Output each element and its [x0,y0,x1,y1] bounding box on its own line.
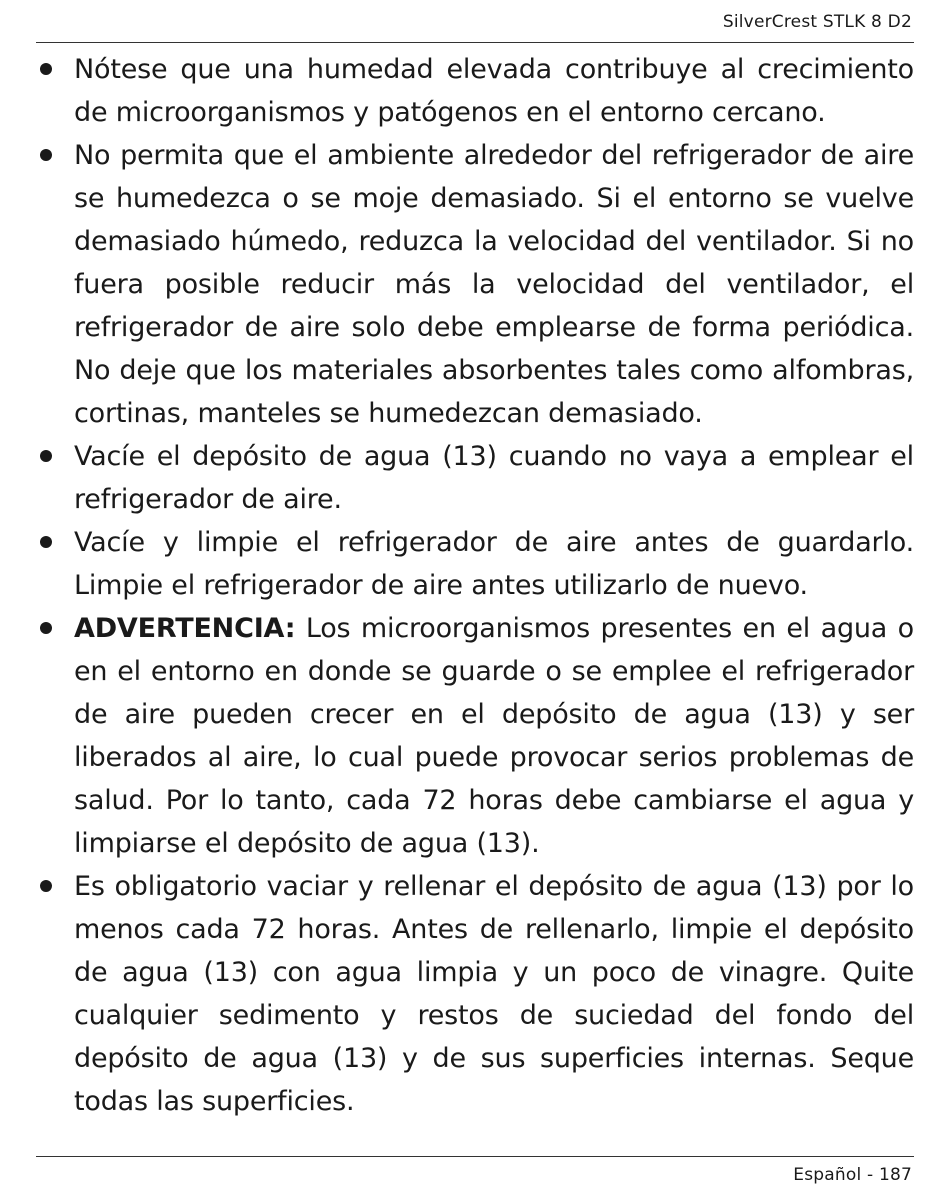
list-item [36,134,914,435]
warning-text: Los microorganismos presentes en el agua o en el entorno en donde se guarde o se emplee el refrigerador de aire pueden crecer en el depósito de agua (13) y ser liberados al aire, lo cual puede provocar serios problemas de salud. Por lo tanto, cada 72 horas debe cambiarse el agua y limpiarse el depósito de agua (13). [74,613,914,859]
header-model: SilverCrest STLK 8 D2 [722,12,912,32]
list-item [36,48,914,134]
page-header [36,0,914,43]
bullet-text: Vacíe y limpie el refrigerador de aire antes de guardarlo. Limpie el refrigerador de aire antes utilizarlo de nuevo. [74,527,914,601]
list-item [36,865,914,1123]
bullet-icon [40,880,52,892]
bullet-icon [40,536,52,548]
warning-label: ADVERTENCIA: [74,613,296,644]
list-item [36,435,914,521]
page-footer [36,1156,914,1185]
bullet-icon [40,149,52,161]
bullet-text: Vacíe el depósito de agua (13) cuando no vaya a emplear el refrigerador de aire. [74,441,914,515]
bullet-icon [40,622,52,634]
bullet-text: Nótese que una humedad elevada contribuye al crecimiento de microorganismos y patógenos en el entorno cercano. [74,54,914,128]
list-item [36,521,914,607]
warning-item [36,607,914,865]
bullet-list [36,48,914,1123]
bullet-text: Es obligatorio vaciar y rellenar el depósito de agua (13) por lo menos cada 72 horas. Antes de rellenarlo, limpie el depósito de agua (13) con agua limpia y un poco de vinagre. Quite cualquier sedimento y restos de suciedad del fondo del depósito de agua (13) y de sus superficies internas. Seque todas las superficies. [74,871,914,1117]
bullet-text: No permita que el ambiente alrededor del refrigerador de aire se humedezca o se moje demasiado. Si el entorno se vuelve demasiado húmedo, reduzca la velocidad del ventilador. Si no fuera posible reducir más la velocidad del ventilador, el refrigerador de aire solo debe emplearse de forma periódica. No deje que los materiales absorbentes tales como alfombras, cortinas, manteles se humedezcan demasiado. [74,140,914,429]
bullet-icon [40,63,52,75]
bullet-icon [40,450,52,462]
page-number: Español - 187 [793,1165,912,1185]
page-content [36,48,914,1123]
